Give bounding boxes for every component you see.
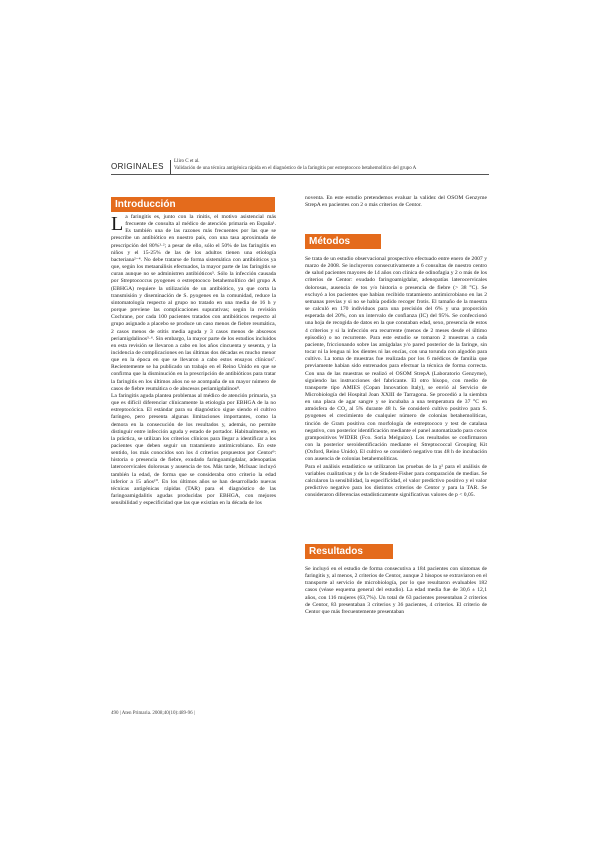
heading-introduccion: Introducción: [111, 197, 275, 212]
section-label: ORIGINALES: [111, 162, 164, 171]
heading-resultados: Resultados: [305, 544, 393, 559]
header-separator: [170, 160, 171, 174]
metodos-paragraph-1: Se trata de un estudio observacional prospectivo efectuado entre enero de 2007 y marzo de 2008. Se incluyeron consecutivamente a 6 consultas de nuestro centro de salud pacientes mayores de 14 años con clínica de odinofagia y 2 o más de los criterios de Centor: exudado faringoamigdalar, adenopatías laterocervicales dolorosas, ausencia de tos y/o historia o presencia de fiebre (> 38 °C). Se excluyó a los pacientes que habían recibido tratamiento antimicrobiano en las 2 semanas previas y si no se había podido recoger frotis. El tamaño de la muestra se calculó en 170 individuos para una precisión del 6% y una proporción esperada del 20%, con un intervalo de confianza (IC) del 95%. Se confeccionó una hoja de recogida de datos en la que constaban edad, sexo, presencia de estos 4 criterios y si la infección era recurrente (menos de 2 meses desde el último episodio) o no recurrente. Para este estudio se tomaron 2 muestras a cada paciente, friccionando sobre las amígdalas y/o pared posterior de la faringe, sin tocar ni la lengua ni los dientes ni las encías, con una torunda con algodón para cultivo. La toma de muestras fue realizada por los 6 médicos de familia que previamente habían sido entrenados para efectuar la técnica de forma correcta. Con una de las muestras se realizó el OSOM StrepA (Laboratorio Genzyme), siguiendo las instrucciones del fabricante. El otro hisopo, con medio de transporte tipo AMIES (Copan Innovation Italy), se envió al Servicio de Microbiología del Hospital Joan XXIII de Tarragona. Se procedió a la siembra en una placa de agar sangre y se incubaba a una temperatura de 37 °C en atmósfera de CO₂ al 5% durante 48 h. Se consideró cultivo positivo para S. pyogenes el crecimiento de cualquier número de colonias betahemolíticas, tinción de Gram positiva con morfología de estreptococo y test de catalasa negativo, con posterior identificación mediante el panel automatizado para cocos grampositivos WIDER (Fco. Soria Melguizo). Los resultados se confirmaron con la posterior seroidentificación mediante el Streptococcal Grouping Kit (Oxford, Reino Unido). El cultivo se consideró negativo tras 48 h de incubación con ausencia de colonias betahemolíticas.: [305, 256, 487, 463]
header-title: Validación de una técnica antigénica rápida en el diagnóstico de la faringitis por estreptococo betahemolítico del grupo A: [174, 165, 417, 171]
intro-paragraph-2: La faringitis aguda plantea problemas al médico de atención primaria, ya que es difícil diferenciar clínicamente la etiología por EBHGA de la no estreptocócica. El estándar para su diagnóstico sigue siendo el cultivo faríngeo, pero presenta algunas limitaciones importantes, como la demora en la consecución de los resultados y, además, no permite distinguir entre infección aguda y estado de portador. Habitualmente, en la práctica, se utilizan los criterios clínicos para llegar a identificar a los pacientes que deben seguir un tratamiento antimicrobiano. En este sentido, los más conocidos son los 4 criterios propuestos por Centor⁹: historia o presencia de fiebre, exudado faringoamigdalar, adenopatías laterocervicales dolorosas y ausencia de tos. Más tarde, McIsaac incluyó también la edad, de forma que se consideraba otro criterio la edad inferior a 15 años¹⁰. En los últimos años se han desarrollado nuevas técnicas antigénicas rápidas (TAR) para el diagnóstico de las faringoamigdalitis agudas producidas por EBHGA, con mejores sensibilidad y especificidad que las que existían en la década de los: [111, 392, 276, 507]
heading-metodos: Métodos: [305, 234, 381, 249]
running-header: [174, 159, 474, 172]
resultados-text: [305, 566, 487, 616]
intro-text-1: a faringitis es, junto con la rinitis, el motivo asistencial más frecuente de consulta al médico de atención primaria en España¹. Es también una de las razones más frecuentes por las que se prescribe un antibiótico en nuestro país, con una tasa aproximada de prescripción del 80%¹·²; a pesar de ello, sólo el 50% de las faringitis en niños y el 15-25% de las de los adultos tienen una etiología bacteriana²⁻⁴. No debe tratarse de forma sistemática con antibióticos ya que, según los metaanálisis efectuados, la mayor parte de las faringitis se curan aunque no se administren antibióticos⁵. Sólo la infección causada por Streptococcus pyogenes o estreptococo betahemolítico del grupo A (EBHGA) requiere la utilización de un antibiótico, ya que corta la transmisión y diseminación de S. pyogenes en la comunidad, reduce la sintomatología respecto al grupo no tratado en una media de 16 h y porque previene las complicaciones supurativas; según la revisión Cochrane, por cada 100 pacientes tratados con antibióticos respecto al grupo asignado a placebo se produce un caso menos de fiebre reumática, 2 casos menos de otitis media aguda y 3 casos menos de abscesos periamigdalinos⁵·⁶. Sin embargo, la mayor parte de los estudios incluidos en esta revisión se llevaron a cabo en los años cincuenta y sesenta, y la incidencia de complicaciones en las últimas dos décadas es mucho menor que en la época en que se llevaron a cabo estos ensayos clínicos⁷. Recientemente se ha publicado un trabajo en el Reino Unido en que se confirma que la disminución en la prescripción de antibióticos para tratar la faringitis en los últimos años no se acompaña de un mayor número de casos de fiebre reumática o de abscesos periamigdalinos⁸.: [111, 214, 276, 392]
metodos-paragraph-2: Para el análisis estadístico se utilizaron las pruebas de la χ² para el análisis de variables cualitativas y de la t de Student-Fisher para comparación de medias. Se calcularon la sensibilidad, la especificidad, el valor predictivo positivo y el valor predictivo negativo para los distintos criterios de Centor y para la TAR. Se consideraron diferencias estadísticamente significativas valores de p < 0,05.: [305, 463, 487, 499]
intro-continuation: noventa. En este estudio pretendemos evaluar la validez del OSOM Genzyme StrepA en pacientes con 2 o más criterios de Centor.: [305, 195, 487, 209]
resultados-paragraph-1: Se incluyó en el estudio de forma consecutiva a 184 pacientes con síntomas de faringitis y, al menos, 2 criterios de Centor, aunque 2 hisopos se extraviaron en el transporte al servicio de microbiología, por lo que resultaron evaluables 182 casos (véase esquema general del estudio). La edad media fue de 30,6 ± 12,1 años, con 116 mujeres (63,7%). Un total de 63 pacientes presentaban 2 criterios de Centor, 83 presentaban 3 criterios y 36 pacientes, 4 criterios. El criterio de Centor que más frecuentemente presentaban: [305, 566, 487, 615]
metodos-text: [305, 256, 487, 499]
right-column: [305, 195, 487, 209]
left-column: [111, 214, 276, 507]
page-footer: 490 | Aten Primaria. 2008;40(10):489-96 |: [111, 711, 195, 716]
header-rule: [111, 174, 489, 175]
intro-paragraph-1: [111, 214, 276, 393]
drop-cap: L: [111, 213, 124, 235]
header-authors: Lliro C et al.: [174, 159, 200, 164]
